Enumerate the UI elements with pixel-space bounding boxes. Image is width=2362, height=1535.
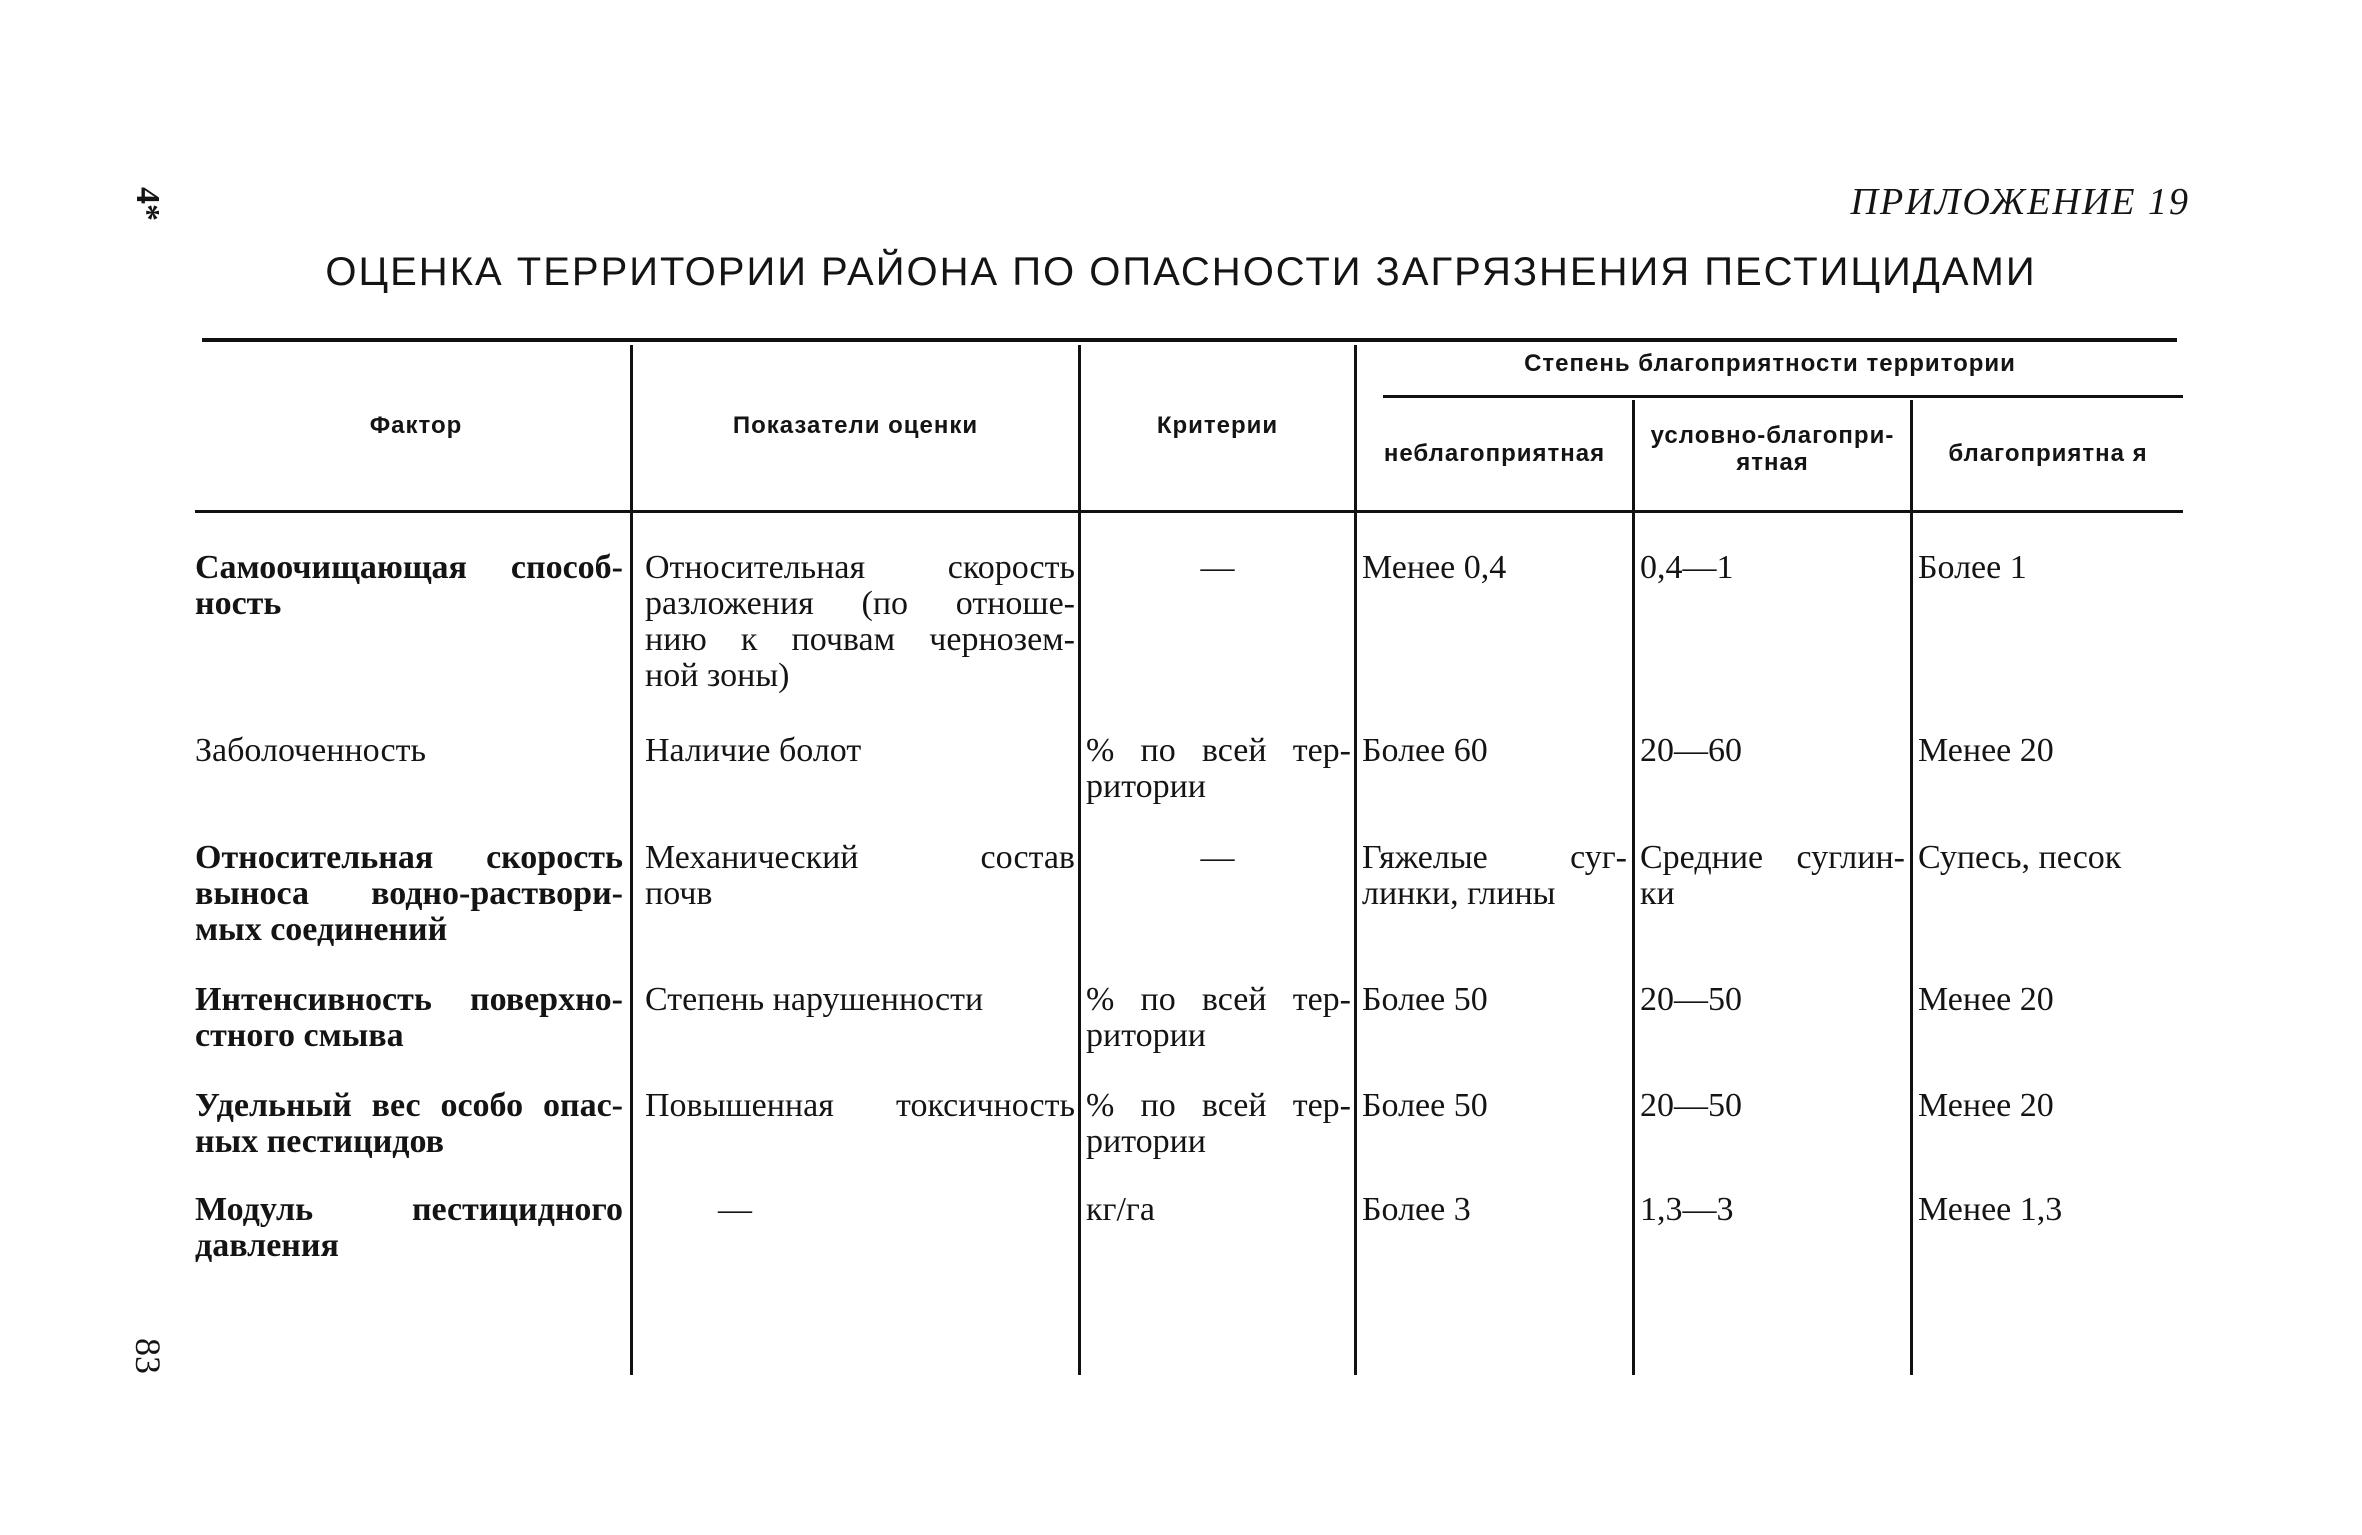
header-conditional-line: условно-благопри- xyxy=(1650,422,1895,449)
indicator-cell xyxy=(645,982,1075,1018)
cell-line: Более 3 xyxy=(1362,1191,1471,1228)
indicator-cell xyxy=(645,1088,1075,1124)
header-factor: Фактор xyxy=(369,412,463,439)
indicator-cell xyxy=(645,550,1075,694)
cell-line: % по всей тер- xyxy=(1086,981,1351,1018)
cell-line: Менее 1,3 xyxy=(1918,1191,2063,1228)
cell-line: Средние суглин- xyxy=(1640,839,1905,876)
favorable-cell xyxy=(1918,840,2180,876)
factor-cell xyxy=(195,733,623,769)
appendix-label: ПРИЛОЖЕНИЕ 19 xyxy=(1850,181,2190,223)
degree-header-rule xyxy=(1383,395,2183,398)
cell-line: ных пестицидов xyxy=(195,1123,445,1160)
criteria-cell xyxy=(1081,550,1354,586)
unfavorable-cell xyxy=(1362,1088,1627,1124)
cell-line: ритории xyxy=(1086,1017,1206,1054)
cell-line: Относительная скорость xyxy=(195,839,623,876)
cell-line: — xyxy=(718,1191,752,1228)
cell-line: Удельный вес особо опас- xyxy=(195,1087,623,1124)
cell-line: Менее 20 xyxy=(1918,1087,2054,1124)
conditional-cell xyxy=(1640,550,1905,586)
unfavorable-cell xyxy=(1362,982,1627,1018)
cell-line: выноса водно-раствори- xyxy=(195,875,623,912)
header-degree: Степень благоприятности территории xyxy=(1524,350,2016,377)
favorable-cell xyxy=(1918,1192,2180,1228)
cell-line: Интенсивность поверхно- xyxy=(195,981,623,1018)
unfavorable-cell xyxy=(1362,1192,1627,1228)
favorable-cell xyxy=(1918,1088,2180,1124)
cell-line: — xyxy=(1200,839,1235,876)
cell-line: мых соединений xyxy=(195,911,448,948)
cell-line: 0,4—1 xyxy=(1640,549,1734,586)
page-number: 83 xyxy=(128,1338,168,1374)
criteria-cell xyxy=(1086,733,1351,805)
cell-line: Самоочищающая способ- xyxy=(195,549,623,586)
cell-line: Менее 20 xyxy=(1918,981,2054,1018)
favorable-cell xyxy=(1918,733,2180,769)
cell-line: % по всей тер- xyxy=(1086,732,1351,769)
header-unfavorable: неблагоприятная xyxy=(1383,440,1606,467)
cell-line: нию к почвам чернозем- xyxy=(645,621,1075,658)
cell-line: Более 1 xyxy=(1918,549,2027,586)
unfavorable-cell xyxy=(1362,550,1627,586)
cell-line: 20—50 xyxy=(1640,1087,1742,1124)
header-conditional-line: ятная xyxy=(1736,449,1809,476)
unfavorable-cell xyxy=(1362,840,1627,912)
cell-line: Модуль пестицидного xyxy=(195,1191,623,1228)
cell-line: кг/га xyxy=(1086,1191,1155,1228)
table-top-rule xyxy=(202,338,2177,342)
cell-line: Повышенная токсичность xyxy=(645,1087,1075,1124)
conditional-cell xyxy=(1640,733,1905,769)
column-divider xyxy=(1632,400,1635,1375)
conditional-cell xyxy=(1640,1088,1905,1124)
unfavorable-cell xyxy=(1362,733,1627,769)
cell-line: 1,3—3 xyxy=(1640,1191,1734,1228)
cell-line: Гяжелые суг- xyxy=(1362,839,1627,876)
header-conditional xyxy=(1635,422,1910,476)
column-divider xyxy=(1910,400,1913,1375)
favorable-cell xyxy=(1918,982,2180,1018)
cell-line: — xyxy=(1200,549,1235,586)
cell-line: ритории xyxy=(1086,768,1206,805)
cell-line: 20—60 xyxy=(1640,732,1742,769)
conditional-cell xyxy=(1640,982,1905,1018)
cell-line: Заболоченность xyxy=(195,732,426,769)
cell-line: Менее 0,4 xyxy=(1362,549,1507,586)
header-bottom-rule xyxy=(195,510,2183,513)
cell-line: почв xyxy=(645,875,713,912)
cell-line: линки, глины xyxy=(1362,875,1556,912)
header-criteria: Критерии xyxy=(1156,412,1279,439)
cell-line: Более 50 xyxy=(1362,1087,1488,1124)
factor-cell xyxy=(195,1192,623,1264)
indicator-cell xyxy=(640,1192,830,1228)
cell-line: Наличие болот xyxy=(645,732,862,769)
conditional-cell xyxy=(1640,840,1905,912)
cell-line: ритории xyxy=(1086,1123,1206,1160)
cell-line: разложения (по отноше- xyxy=(645,585,1075,622)
header-indicators: Показатели оценки xyxy=(732,412,979,439)
criteria-cell xyxy=(1081,840,1354,876)
cell-line: Менее 20 xyxy=(1918,732,2054,769)
cell-line: ность xyxy=(195,585,282,622)
factor-cell xyxy=(195,982,623,1054)
cell-line: Супесь, песок xyxy=(1918,839,2122,876)
indicator-cell xyxy=(645,840,1075,912)
cell-line: Относительная скорость xyxy=(645,549,1075,586)
cell-line: Более 60 xyxy=(1362,732,1488,769)
header-favorable: благоприятна я xyxy=(1948,440,2148,467)
criteria-cell xyxy=(1086,1192,1351,1228)
cell-line: давления xyxy=(195,1227,339,1264)
factor-cell xyxy=(195,840,623,948)
column-divider xyxy=(630,345,633,1375)
indicator-cell xyxy=(645,733,1075,769)
document-title: ОЦЕНКА ТЕРРИТОРИИ РАЙОНА ПО ОПАСНОСТИ ЗАГРЯЗНЕНИЯ ПЕСТИЦИДАМИ xyxy=(325,250,2037,294)
cell-line: Более 50 xyxy=(1362,981,1488,1018)
factor-cell xyxy=(195,550,623,622)
cell-line: ной зоны) xyxy=(645,657,790,694)
criteria-cell xyxy=(1086,1088,1351,1160)
cell-line: Степень нарушенности xyxy=(645,981,984,1018)
cell-line: 20—50 xyxy=(1640,981,1742,1018)
conditional-cell xyxy=(1640,1192,1905,1228)
cell-line: ки xyxy=(1640,875,1675,912)
criteria-cell xyxy=(1086,982,1351,1054)
signature-mark: 4* xyxy=(129,187,166,221)
cell-line: % по всей тер- xyxy=(1086,1087,1351,1124)
cell-line: стного смыва xyxy=(195,1017,404,1054)
column-divider xyxy=(1354,345,1357,1375)
factor-cell xyxy=(195,1088,623,1160)
favorable-cell xyxy=(1918,550,2180,586)
cell-line: Механический состав xyxy=(645,839,1075,876)
